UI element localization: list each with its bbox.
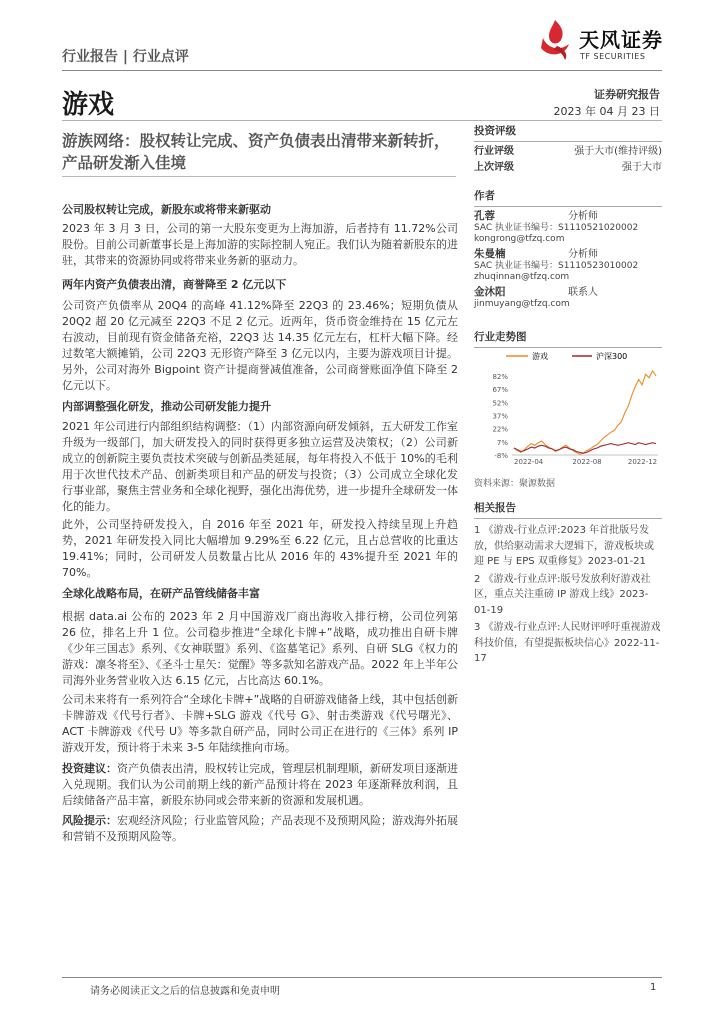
analyst-email[interactable]: kongrong@tfzq.com: [474, 234, 565, 244]
rating-row: [474, 144, 662, 160]
y-axis: [492, 373, 658, 460]
page-number: 1: [650, 982, 657, 993]
header-divider: [62, 70, 662, 71]
rating-label: 行业评级: [474, 146, 514, 157]
logo-text: 天风证券: [579, 28, 663, 52]
analyst-entry: [474, 249, 662, 283]
logo-mark-icon: [535, 18, 575, 62]
section-text: 此外，公司坚持研发投入，自 2016 年至 2021 年，研发投入持续呈现上升趋势，2021 年研发投入同比大幅增加 9.29%至 6.22 亿元，且占总营收的比重达 19.41%；同时，公司研发人员数量占比从 2016 年的 43%提升至 2021 年的 70%。: [62, 518, 458, 579]
analyst-name: 朱曼楠: [474, 248, 506, 260]
advice-label: 投资建议：: [62, 762, 117, 775]
rating-block: [474, 123, 662, 176]
x-axis: [514, 458, 657, 466]
company-logo: [535, 18, 665, 64]
report-title: 游族网络：股权转让完成、资产负债表出清带来新转折，产品研发渐入佳境: [62, 132, 450, 172]
footer-disclaimer: 请务必阅读正文之后的信息披露和免责申明: [90, 986, 280, 997]
title-divider: [62, 176, 456, 177]
series-line-game: [514, 371, 656, 454]
analyst-email[interactable]: jinmuyang@tfzq.com: [474, 299, 570, 309]
trend-chart: [474, 347, 662, 471]
risk-label: 风险提示：: [62, 814, 117, 827]
section-text: 2023 年 3 月 3 日，公司的第一大股东变更为上海加游，后者持有 11.72%公司股份。目前公司新董事长是上海加游的实际控制人宛正。我们认为随着新股东的进驻，其带来的资源协同或将带来业务新的驱动力。: [62, 222, 458, 267]
x-tick-label: 2022-08: [572, 458, 602, 466]
section-text: 根据 data.ai 公布的 2023 年 2 月中国游戏厂商出海收入排行榜，公司位列第 26 位，排名上升 1 位。公司稳步推进“全球化卡牌+”战略，成功推出自研卡牌《少年三国志》系列、《女神联盟》系列、《盗墓笔记》系列、自研 SLG《权力的游戏：凛冬将至》、《圣斗士星矢：觉醒》等多款知名游戏产品。2022 年上半年公司海外业务营业收入达 6.15 亿元，占比高达 60.1%。: [62, 610, 458, 687]
analyst-email[interactable]: zhuqinnan@tfzq.com: [474, 272, 570, 282]
risk-text: 宏观经济风险；行业监管风险；产品表现不及预期风险；游戏海外拓展和营销不及预期风险等。: [62, 814, 458, 843]
logo-subtext: TF SECURITIES: [580, 52, 646, 61]
section-heading: 内部调整强化研发，推动公司研发能力提升: [62, 400, 271, 413]
y-tick-label: -8%: [494, 452, 508, 460]
section-heading: 公司股权转让完成，新股东或将带来新驱动: [62, 203, 271, 216]
related-report-item[interactable]: 3 《游戏-行业点评:人民财评呼吁重视游戏科技价值，有望提振板块信心》2022-11-17: [474, 622, 661, 664]
x-tick-label: 2022-12: [627, 458, 658, 466]
y-tick-label: 67%: [492, 386, 508, 395]
report-category: 行业报告 | 行业点评: [62, 49, 189, 65]
sector-title: 游戏: [62, 90, 115, 120]
authors-divider: [474, 206, 662, 207]
analyst-entry: [474, 211, 662, 245]
chart-legend: [506, 351, 627, 361]
related-title: 相关报告: [474, 502, 516, 514]
footer-divider: [62, 977, 662, 978]
y-tick-label: 52%: [492, 399, 508, 408]
trend-block: [474, 329, 662, 348]
prev-rating-label: 上次评级: [474, 162, 514, 173]
section-heading: 两年内资产负债表出清，商誉降至 2 亿元以下: [62, 278, 287, 291]
chart-source: 资料来源：聚源数据: [474, 479, 556, 489]
prev-rating-value: 强于大市: [622, 162, 662, 173]
analyst-name: 孔蓉: [474, 210, 495, 222]
y-tick-label: 82%: [492, 373, 508, 382]
prev-rating-row: [474, 160, 662, 176]
related-divider: [474, 518, 662, 519]
analyst-role: 分析师: [568, 249, 598, 260]
section-text: 公司资产负债率从 20Q4 的高峰 41.12%降至 22Q3 的 23.46%；短期负债从 20Q2 超 20 亿元减至 22Q3 不足 2 亿元。近两年，货币资金维持在 15 亿元左右波动，目前现有资金储备充裕，22Q3 达 14.35 亿元左右，杠杆大幅下降。经过数笔大额摊销，公司 22Q3 无形资产降至 3 亿元以内，主要为游戏项目计提。另外，公司对海外 Bigpoint 资产计提商誉减值准备，公司商誉账面净值下降至 2 亿元以下。: [62, 299, 458, 392]
related-block: [474, 500, 662, 667]
analyst-cert: SAC 执业证书编号：S1110523010002: [474, 261, 639, 271]
y-tick-label: 37%: [492, 412, 508, 421]
analyst-name: 金沐阳: [474, 286, 506, 298]
investment-advice: [62, 761, 458, 809]
section-text: 公司未来将有一系列符合“全球化卡牌+”战略的自研游戏储备上线，其中包括创新卡牌游戏《代号行者》、卡牌+SLG 游戏《代号 G》、射击类游戏《代号曙光》、ACT 卡牌游戏《代号 U》等多款自研产品，同时公司正在进行的《三体》系列 IP 游戏开发，预计将于未来 3-5 年陆续推向市场。: [62, 693, 458, 754]
legend-label-game: 游戏: [532, 352, 548, 361]
authors-title: 作者: [474, 190, 495, 202]
y-tick-label: 7%: [496, 438, 508, 447]
report-date: 2023 年 04 月 23 日: [553, 105, 660, 118]
rating-value: 强于大市(维持评级): [574, 146, 662, 157]
advice-text: 资产负债表出清，股权转让完成，管理层机制理顺，新研发项目逐渐进入兑现期。我们认为公司前期上线的新产品预计将在 2023 年逐渐释放利润，且后续储备产品丰富，新股东协同或会带来新的资源和发展机遇。: [62, 762, 458, 807]
risk-warning: [62, 813, 458, 845]
section-heading: 全球化战略布局，在研产品管线储备丰富: [62, 587, 260, 600]
authors-block: [474, 188, 662, 310]
report-type: 证券研究报告: [594, 88, 660, 101]
x-tick-label: 2022-04: [514, 458, 544, 466]
sector-divider: [62, 120, 662, 121]
related-report-item[interactable]: 2 《游戏-行业点评:版号发放利好游戏社区，重点关注重磅 IP 游戏上线》2023-01-19: [474, 573, 651, 616]
analyst-entry: [474, 287, 662, 310]
analyst-role: 分析师: [568, 211, 598, 222]
related-report-item[interactable]: 1 《游戏-行业点评:2023 年首批版号发放，供给驱动需求大逻辑下，游戏板块或迎 PE 与 EPS 双重修复》2023-01-21: [474, 525, 654, 567]
rating-divider: [474, 141, 662, 142]
trend-title: 行业走势图: [474, 331, 527, 343]
y-tick-label: 22%: [492, 425, 508, 434]
rating-title: 投资评级: [474, 125, 516, 137]
section-text: 2021 年公司进行内部组织结构调整：（1）内部资源向研发倾斜，五大研发工作室升级为一级部门，加大研发投入的同时获得更多独立运营及决策权；（2）公司新成立的创新院主要负责技术突破与创新品类延展，每年将投入不低于 10%的毛利用于次世代技术产品、创新类项目和产品的研发与投资；（3）公司成立全球化发行事业部，聚焦主营业务和全球化视野，强化出海优势，进一步提升全球研发一体化的能力。: [62, 420, 458, 513]
analyst-role: 联系人: [568, 287, 598, 298]
legend-label-hs300: 沪深300: [596, 352, 628, 361]
analyst-cert: SAC 执业证书编号：S1110521020002: [474, 223, 639, 233]
